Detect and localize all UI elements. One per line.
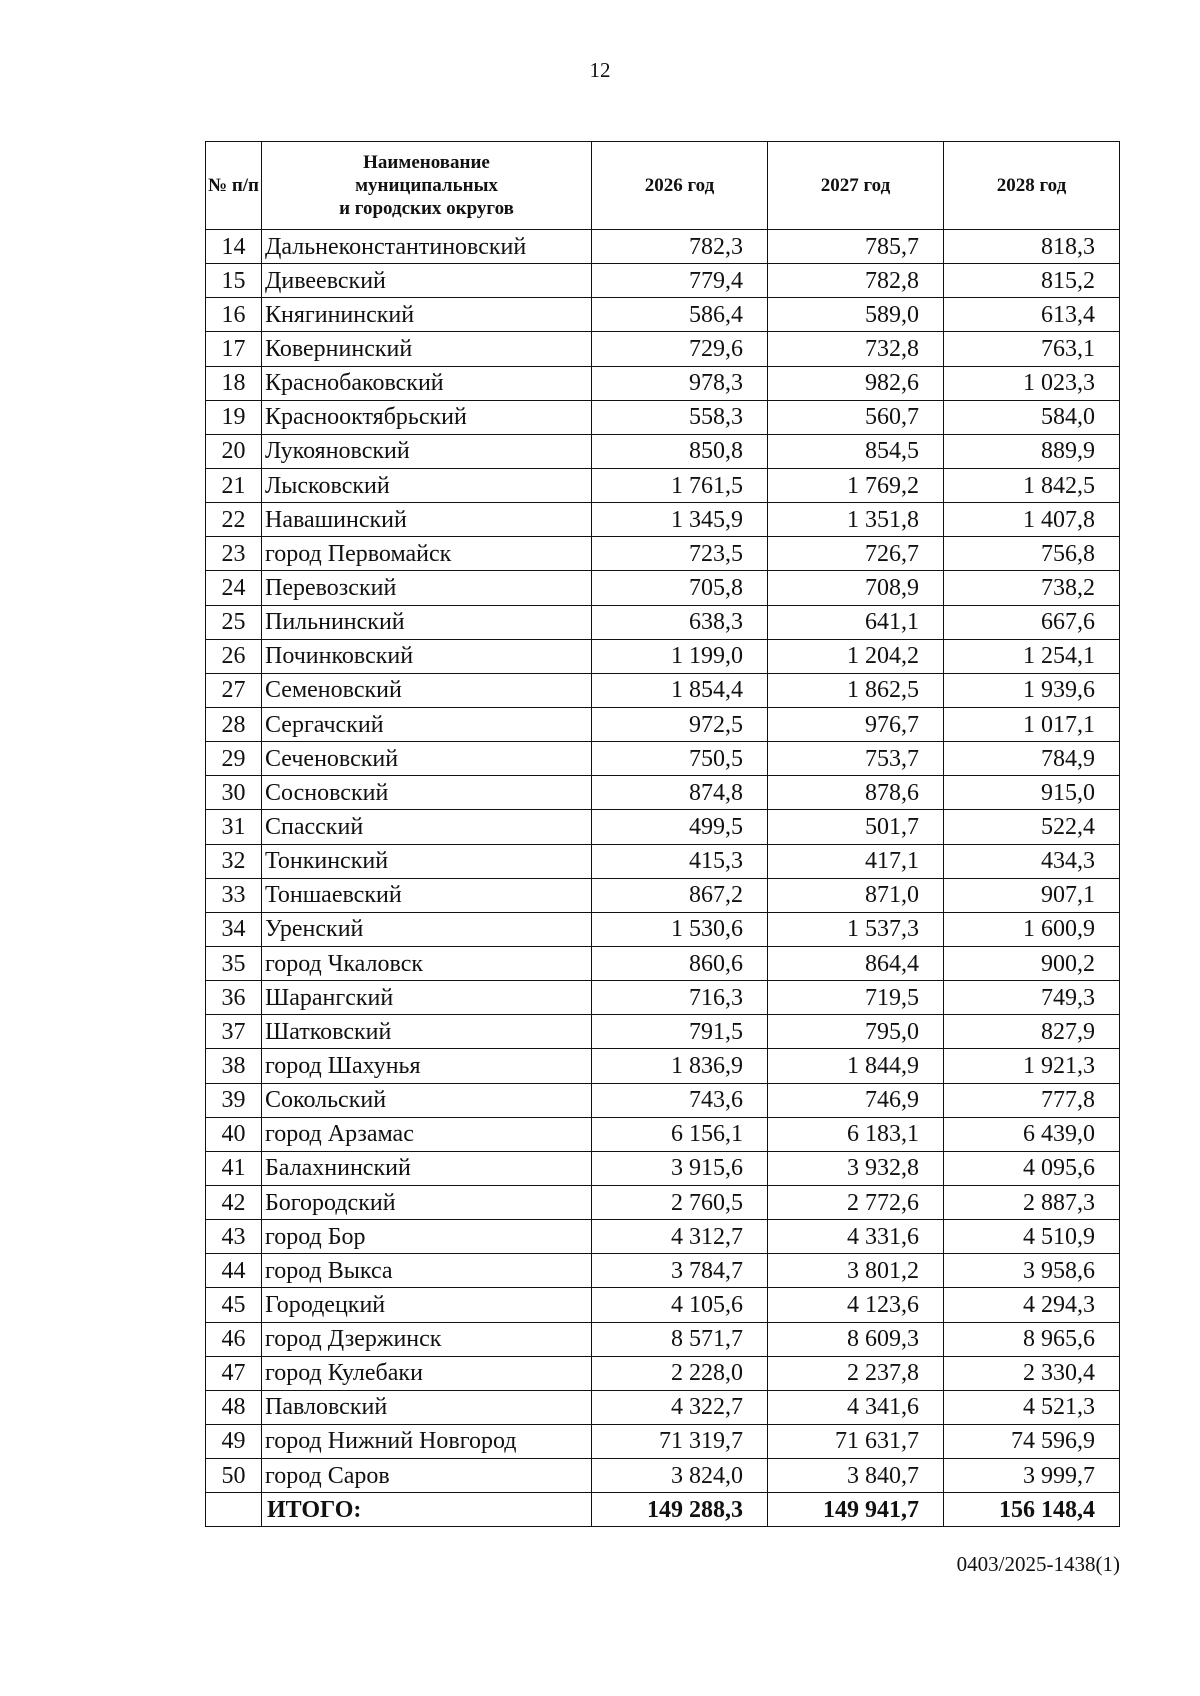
- row-name: город Дзержинск: [262, 1322, 592, 1356]
- allocation-table: [205, 141, 1120, 1527]
- table-row: [206, 332, 1120, 366]
- row-name: Городецкий: [262, 1288, 592, 1322]
- table-row: [206, 742, 1120, 776]
- table-row: [206, 776, 1120, 810]
- header-2028: 2028 год: [944, 142, 1120, 230]
- document-code: 0403/2025-1438(1): [956, 1552, 1120, 1576]
- row-num: 47: [206, 1356, 262, 1390]
- row-2027: 1 537,3: [768, 912, 944, 946]
- row-2026: 3 784,7: [592, 1254, 768, 1288]
- table-row: [206, 707, 1120, 741]
- row-num: 24: [206, 571, 262, 605]
- row-name: Краснооктябрьский: [262, 400, 592, 434]
- row-2026: 750,5: [592, 742, 768, 776]
- table-row: [206, 844, 1120, 878]
- row-num: 38: [206, 1049, 262, 1083]
- row-name: Тонкинский: [262, 844, 592, 878]
- table-row: [206, 1220, 1120, 1254]
- row-2028: 1 254,1: [944, 639, 1120, 673]
- row-2027: 4 123,6: [768, 1288, 944, 1322]
- row-num: 23: [206, 537, 262, 571]
- row-2027: 854,5: [768, 434, 944, 468]
- table-row: [206, 571, 1120, 605]
- table-row: [206, 1254, 1120, 1288]
- table-row: [206, 810, 1120, 844]
- row-num: 36: [206, 981, 262, 1015]
- row-2027: 71 631,7: [768, 1424, 944, 1458]
- row-name: город Выкса: [262, 1254, 592, 1288]
- row-num: 37: [206, 1015, 262, 1049]
- row-name: Дивеевский: [262, 264, 592, 298]
- row-2026: 1 530,6: [592, 912, 768, 946]
- table-row: [206, 1356, 1120, 1390]
- row-2028: 900,2: [944, 946, 1120, 980]
- table-row: [206, 503, 1120, 537]
- row-2027: 746,9: [768, 1083, 944, 1117]
- row-name: Богородский: [262, 1185, 592, 1219]
- row-2028: 667,6: [944, 605, 1120, 639]
- row-2028: 1 023,3: [944, 366, 1120, 400]
- table-row: [206, 230, 1120, 264]
- row-name: Перевозский: [262, 571, 592, 605]
- row-2028: 3 999,7: [944, 1459, 1120, 1493]
- row-name: Шарангский: [262, 981, 592, 1015]
- row-name: Сеченовский: [262, 742, 592, 776]
- row-2028: 738,2: [944, 571, 1120, 605]
- row-2026: 558,3: [592, 400, 768, 434]
- row-2028: 2 330,4: [944, 1356, 1120, 1390]
- total-num-cell: [206, 1493, 262, 1527]
- row-2028: 763,1: [944, 332, 1120, 366]
- row-2027: 6 183,1: [768, 1117, 944, 1151]
- row-2028: 827,9: [944, 1015, 1120, 1049]
- row-2028: 434,3: [944, 844, 1120, 878]
- row-num: 30: [206, 776, 262, 810]
- row-num: 22: [206, 503, 262, 537]
- row-num: 39: [206, 1083, 262, 1117]
- row-2026: 850,8: [592, 434, 768, 468]
- row-2026: 4 322,7: [592, 1390, 768, 1424]
- table-row: [206, 434, 1120, 468]
- row-2027: 3 840,7: [768, 1459, 944, 1493]
- row-num: 44: [206, 1254, 262, 1288]
- row-2026: 415,3: [592, 844, 768, 878]
- table-row: [206, 1322, 1120, 1356]
- row-name: Спасский: [262, 810, 592, 844]
- row-2028: 613,4: [944, 298, 1120, 332]
- row-name: Навашинский: [262, 503, 592, 537]
- row-2027: 589,0: [768, 298, 944, 332]
- row-2026: 1 199,0: [592, 639, 768, 673]
- row-2027: 4 341,6: [768, 1390, 944, 1424]
- table-row: [206, 1459, 1120, 1493]
- row-2028: 1 939,6: [944, 673, 1120, 707]
- row-2026: 8 571,7: [592, 1322, 768, 1356]
- row-num: 14: [206, 230, 262, 264]
- row-2027: 1 351,8: [768, 503, 944, 537]
- row-2028: 584,0: [944, 400, 1120, 434]
- row-2028: 1 842,5: [944, 468, 1120, 502]
- table-row: [206, 1185, 1120, 1219]
- row-2026: 1 761,5: [592, 468, 768, 502]
- row-2026: 782,3: [592, 230, 768, 264]
- row-2027: 982,6: [768, 366, 944, 400]
- row-num: 35: [206, 946, 262, 980]
- table-row: [206, 298, 1120, 332]
- row-name: город Нижний Новгород: [262, 1424, 592, 1458]
- row-2028: 74 596,9: [944, 1424, 1120, 1458]
- row-2028: 815,2: [944, 264, 1120, 298]
- table-header-row: [206, 142, 1120, 230]
- header-2027: 2027 год: [768, 142, 944, 230]
- row-name: Семеновский: [262, 673, 592, 707]
- header-2026: 2026 год: [592, 142, 768, 230]
- row-2027: 878,6: [768, 776, 944, 810]
- row-num: 18: [206, 366, 262, 400]
- row-num: 15: [206, 264, 262, 298]
- table-row: [206, 366, 1120, 400]
- row-2027: 417,1: [768, 844, 944, 878]
- row-num: 27: [206, 673, 262, 707]
- row-2028: 2 887,3: [944, 1185, 1120, 1219]
- row-name: город Шахунья: [262, 1049, 592, 1083]
- table-row: [206, 1288, 1120, 1322]
- row-name: город Бор: [262, 1220, 592, 1254]
- row-name: Пильнинский: [262, 605, 592, 639]
- table-row: [206, 1015, 1120, 1049]
- row-name: город Арзамас: [262, 1117, 592, 1151]
- row-2027: 726,7: [768, 537, 944, 571]
- row-2026: 972,5: [592, 707, 768, 741]
- row-2027: 641,1: [768, 605, 944, 639]
- row-name: Шатковский: [262, 1015, 592, 1049]
- table-row: [206, 1151, 1120, 1185]
- row-2026: 723,5: [592, 537, 768, 571]
- row-num: 34: [206, 912, 262, 946]
- row-name: Сосновский: [262, 776, 592, 810]
- row-2028: 1 600,9: [944, 912, 1120, 946]
- row-2026: 2 228,0: [592, 1356, 768, 1390]
- table-row: [206, 1117, 1120, 1151]
- row-name: Ковернинский: [262, 332, 592, 366]
- table-row: [206, 1390, 1120, 1424]
- row-num: 17: [206, 332, 262, 366]
- total-label: ИТОГО:: [262, 1493, 592, 1527]
- row-2027: 782,8: [768, 264, 944, 298]
- table-row: [206, 878, 1120, 912]
- table-row: [206, 639, 1120, 673]
- row-2027: 795,0: [768, 1015, 944, 1049]
- row-name: Тоншаевский: [262, 878, 592, 912]
- row-2027: 732,8: [768, 332, 944, 366]
- row-2026: 729,6: [592, 332, 768, 366]
- row-name: Лысковский: [262, 468, 592, 502]
- header-name-line-1: Наименование: [363, 152, 490, 173]
- row-2028: 818,3: [944, 230, 1120, 264]
- total-row: [206, 1493, 1120, 1527]
- row-2027: 1 844,9: [768, 1049, 944, 1083]
- header-name: [262, 142, 592, 230]
- row-num: 19: [206, 400, 262, 434]
- row-name: Дальнеконстантиновский: [262, 230, 592, 264]
- row-2026: 791,5: [592, 1015, 768, 1049]
- row-2026: 779,4: [592, 264, 768, 298]
- row-2028: 889,9: [944, 434, 1120, 468]
- row-num: 45: [206, 1288, 262, 1322]
- row-name: Балахнинский: [262, 1151, 592, 1185]
- row-name: Краснобаковский: [262, 366, 592, 400]
- total-2026: 149 288,3: [592, 1493, 768, 1527]
- row-num: 28: [206, 707, 262, 741]
- header-name-line-2: муниципальных: [355, 175, 498, 196]
- row-2026: 586,4: [592, 298, 768, 332]
- row-name: Лукояновский: [262, 434, 592, 468]
- row-2028: 4 294,3: [944, 1288, 1120, 1322]
- row-2026: 867,2: [592, 878, 768, 912]
- row-2027: 753,7: [768, 742, 944, 776]
- row-2028: 1 017,1: [944, 707, 1120, 741]
- row-name: Сокольский: [262, 1083, 592, 1117]
- row-2027: 785,7: [768, 230, 944, 264]
- row-num: 42: [206, 1185, 262, 1219]
- row-name: город Первомайск: [262, 537, 592, 571]
- total-2028: 156 148,4: [944, 1493, 1120, 1527]
- row-2027: 1 204,2: [768, 639, 944, 673]
- table-row: [206, 1424, 1120, 1458]
- row-num: 49: [206, 1424, 262, 1458]
- table-body: [206, 230, 1120, 1527]
- row-2027: 2 772,6: [768, 1185, 944, 1219]
- row-num: 31: [206, 810, 262, 844]
- row-2027: 2 237,8: [768, 1356, 944, 1390]
- row-2028: 6 439,0: [944, 1117, 1120, 1151]
- row-name: город Кулебаки: [262, 1356, 592, 1390]
- row-2027: 708,9: [768, 571, 944, 605]
- row-2028: 907,1: [944, 878, 1120, 912]
- row-2028: 4 510,9: [944, 1220, 1120, 1254]
- row-2027: 3 801,2: [768, 1254, 944, 1288]
- row-2026: 4 105,6: [592, 1288, 768, 1322]
- table-row: [206, 673, 1120, 707]
- row-2028: 915,0: [944, 776, 1120, 810]
- row-name: Уренский: [262, 912, 592, 946]
- table-row: [206, 1049, 1120, 1083]
- row-2028: 522,4: [944, 810, 1120, 844]
- table-row: [206, 981, 1120, 1015]
- row-2027: 864,4: [768, 946, 944, 980]
- row-name: город Чкаловск: [262, 946, 592, 980]
- row-name: Починковский: [262, 639, 592, 673]
- table-row: [206, 537, 1120, 571]
- row-2026: 1 854,4: [592, 673, 768, 707]
- row-name: Сергачский: [262, 707, 592, 741]
- total-2027: 149 941,7: [768, 1493, 944, 1527]
- table-row: [206, 400, 1120, 434]
- row-2027: 1 769,2: [768, 468, 944, 502]
- row-2026: 638,3: [592, 605, 768, 639]
- table-row: [206, 264, 1120, 298]
- row-2027: 560,7: [768, 400, 944, 434]
- row-num: 20: [206, 434, 262, 468]
- row-num: 46: [206, 1322, 262, 1356]
- row-2028: 1 407,8: [944, 503, 1120, 537]
- row-2026: 978,3: [592, 366, 768, 400]
- row-2028: 777,8: [944, 1083, 1120, 1117]
- row-2027: 1 862,5: [768, 673, 944, 707]
- row-2028: 8 965,6: [944, 1322, 1120, 1356]
- row-2027: 8 609,3: [768, 1322, 944, 1356]
- table-row: [206, 605, 1120, 639]
- row-2027: 3 932,8: [768, 1151, 944, 1185]
- row-2028: 1 921,3: [944, 1049, 1120, 1083]
- row-2026: 6 156,1: [592, 1117, 768, 1151]
- page-number: 12: [589, 58, 611, 82]
- table-row: [206, 468, 1120, 502]
- table-row: [206, 1083, 1120, 1117]
- row-2027: 976,7: [768, 707, 944, 741]
- row-num: 16: [206, 298, 262, 332]
- row-name: Княгининский: [262, 298, 592, 332]
- row-name: город Саров: [262, 1459, 592, 1493]
- header-name-line-3: и городских округов: [339, 198, 514, 219]
- row-2026: 3 915,6: [592, 1151, 768, 1185]
- row-2028: 3 958,6: [944, 1254, 1120, 1288]
- row-2026: 2 760,5: [592, 1185, 768, 1219]
- row-2026: 860,6: [592, 946, 768, 980]
- row-2028: 756,8: [944, 537, 1120, 571]
- row-num: 25: [206, 605, 262, 639]
- row-num: 32: [206, 844, 262, 878]
- row-2027: 4 331,6: [768, 1220, 944, 1254]
- row-name: Павловский: [262, 1390, 592, 1424]
- row-num: 29: [206, 742, 262, 776]
- row-2026: 4 312,7: [592, 1220, 768, 1254]
- row-2026: 705,8: [592, 571, 768, 605]
- row-2027: 719,5: [768, 981, 944, 1015]
- row-num: 43: [206, 1220, 262, 1254]
- table-row: [206, 946, 1120, 980]
- row-2026: 1 345,9: [592, 503, 768, 537]
- row-2028: 4 095,6: [944, 1151, 1120, 1185]
- row-2026: 874,8: [592, 776, 768, 810]
- row-num: 26: [206, 639, 262, 673]
- row-2027: 871,0: [768, 878, 944, 912]
- row-num: 50: [206, 1459, 262, 1493]
- row-2027: 501,7: [768, 810, 944, 844]
- row-num: 41: [206, 1151, 262, 1185]
- table-row: [206, 912, 1120, 946]
- row-2028: 749,3: [944, 981, 1120, 1015]
- row-num: 33: [206, 878, 262, 912]
- row-2026: 3 824,0: [592, 1459, 768, 1493]
- row-2026: 716,3: [592, 981, 768, 1015]
- header-num: № п/п: [206, 142, 262, 230]
- row-2026: 71 319,7: [592, 1424, 768, 1458]
- row-2026: 743,6: [592, 1083, 768, 1117]
- row-num: 40: [206, 1117, 262, 1151]
- row-2028: 4 521,3: [944, 1390, 1120, 1424]
- row-2026: 499,5: [592, 810, 768, 844]
- row-2028: 784,9: [944, 742, 1120, 776]
- row-num: 48: [206, 1390, 262, 1424]
- row-2026: 1 836,9: [592, 1049, 768, 1083]
- row-num: 21: [206, 468, 262, 502]
